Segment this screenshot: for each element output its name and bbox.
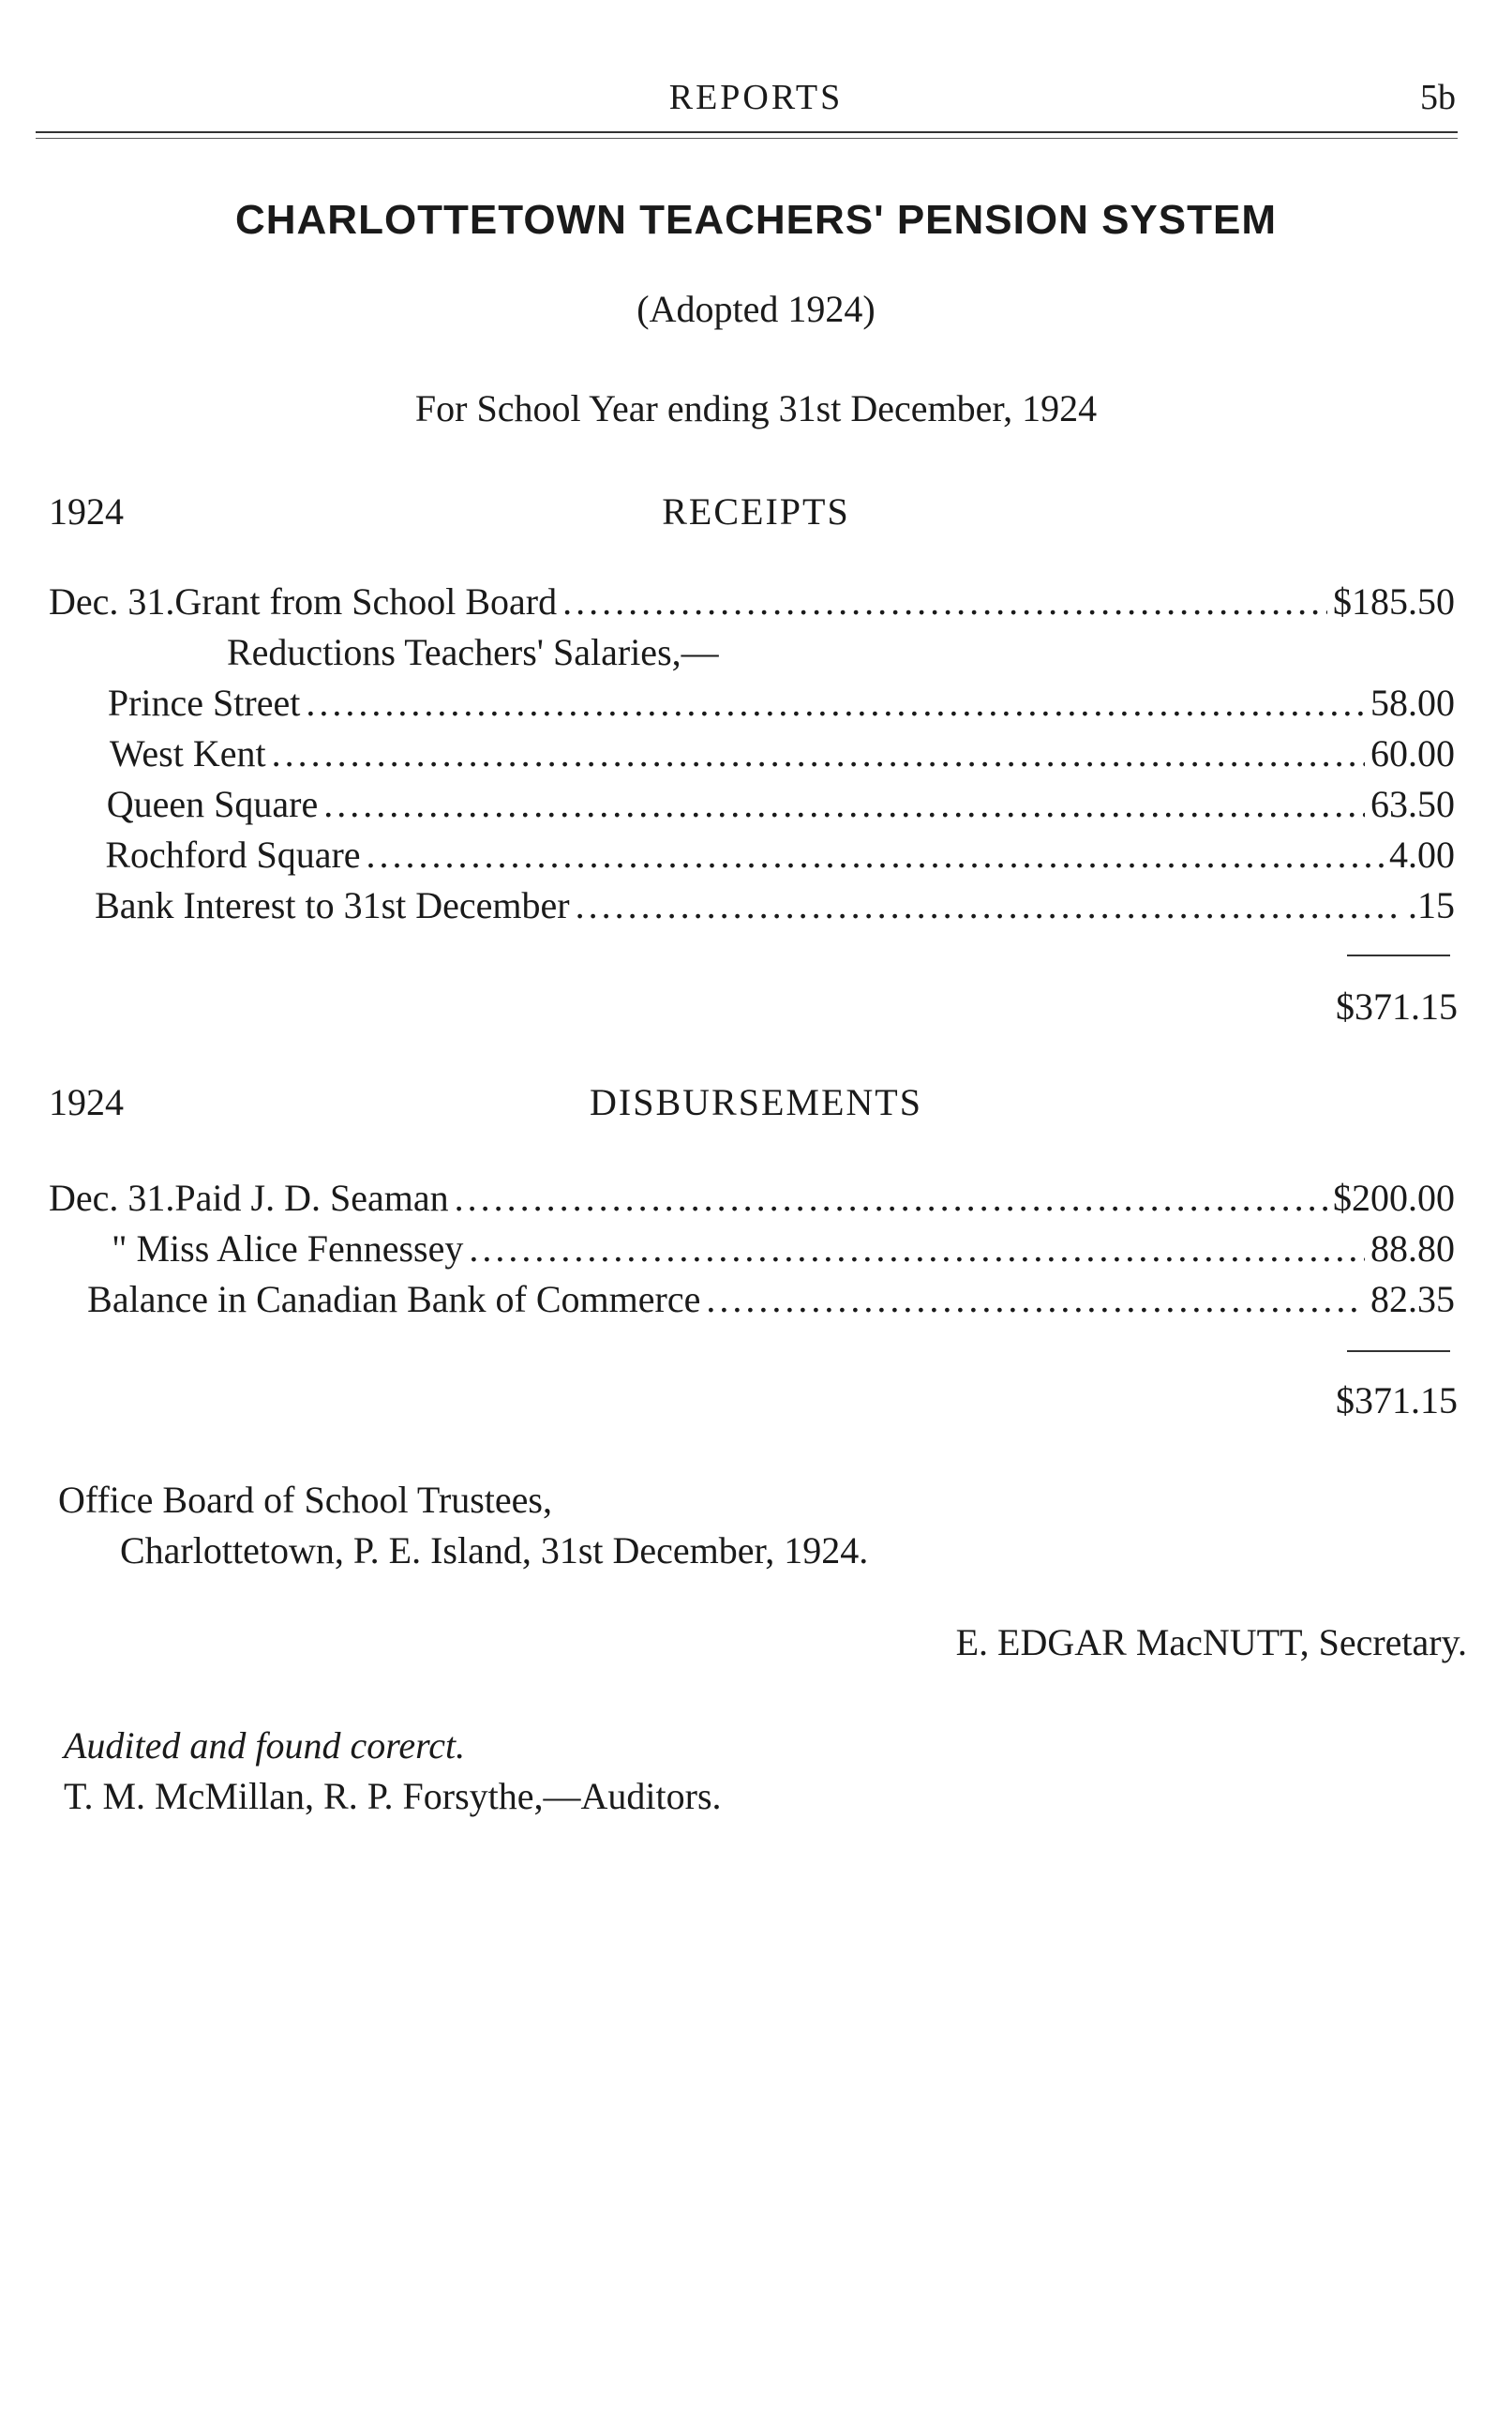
reporting-period: For School Year ending 31st December, 1924 (414, 387, 1098, 429)
ledger-row (49, 681, 1455, 726)
audit-note: Audited and found corerct. (64, 1724, 466, 1767)
ledger-row (49, 579, 1455, 624)
entry-amount: $200.00 (1333, 1177, 1455, 1219)
leader-dots (323, 782, 1365, 827)
page-number: 5b (1420, 78, 1456, 117)
entry-label: Reductions Teachers' Salaries,— (227, 631, 719, 673)
entry-date: Dec. 31. (49, 580, 175, 623)
disbursements-year: 1924 (49, 1081, 124, 1123)
leader-dots (469, 1226, 1365, 1271)
office-line-2: Charlottetown, P. E. Island, 31st December, 1924. (120, 1529, 869, 1571)
auditors-line: T. M. McMillan, R. P. Forsythe,—Auditors. (64, 1775, 722, 1817)
entry-label: Grant from School Board (174, 580, 558, 623)
running-head: REPORTS (668, 78, 844, 117)
ledger-row (49, 1176, 1455, 1221)
entry-amount: $185.50 (1333, 580, 1455, 623)
disbursements-heading: DISBURSEMENTS (590, 1081, 922, 1123)
entry-label: Bank Interest to 31st December (95, 884, 570, 926)
leader-dots (455, 1176, 1327, 1221)
entry-label: Balance in Canadian Bank of Commerce (87, 1278, 701, 1320)
entry-amount: 4.00 (1389, 834, 1455, 876)
receipts-total: $371.15 (1336, 985, 1458, 1028)
entry-label: Queen Square (106, 783, 319, 825)
office-line-1: Office Board of School Trustees, (58, 1479, 552, 1521)
leader-dots (562, 579, 1327, 624)
entry-amount: 58.00 (1370, 682, 1455, 724)
ledger-row (49, 883, 1455, 928)
leader-dots (576, 883, 1402, 928)
sum-rule (1347, 955, 1450, 956)
entry-amount: 88.80 (1370, 1227, 1455, 1270)
receipts-year: 1924 (49, 490, 124, 533)
ledger-row (49, 782, 1455, 827)
receipts-ledger (49, 579, 1455, 928)
entry-label: West Kent (109, 732, 266, 774)
entry-label: Paid J. D. Seaman (174, 1177, 449, 1219)
document-title: CHARLOTTETOWN TEACHERS' PENSION SYSTEM (234, 197, 1278, 243)
entry-amount: 82.35 (1370, 1278, 1455, 1320)
entry-label: Prince Street (107, 682, 301, 724)
ledger-row (49, 630, 1455, 675)
header-rule-thin (36, 138, 1458, 139)
ledger-row (49, 833, 1455, 878)
document-subtitle: (Adopted 1924) (636, 288, 876, 330)
receipts-heading: RECEIPTS (662, 490, 850, 533)
disbursements-ledger (49, 1176, 1455, 1322)
leader-dots (306, 681, 1365, 726)
entry-amount: 63.50 (1370, 783, 1455, 825)
sum-rule (1347, 1350, 1450, 1352)
leader-dots (706, 1277, 1365, 1322)
leader-dots (367, 833, 1384, 878)
secretary-signature: E. EDGAR MacNUTT, Secretary. (955, 1621, 1467, 1663)
entry-date: Dec. 31. (49, 1177, 175, 1219)
ledger-row (49, 1226, 1455, 1271)
ledger-row (49, 731, 1455, 776)
ledger-row (49, 1277, 1455, 1322)
entry-amount: 60.00 (1370, 732, 1455, 774)
disbursements-total: $371.15 (1336, 1379, 1458, 1421)
header-rule (36, 131, 1458, 133)
entry-amount: .15 (1408, 884, 1455, 926)
entry-label: Rochford Square (105, 834, 361, 876)
entry-label: " Miss Alice Fennessey (112, 1227, 464, 1270)
leader-dots (272, 731, 1365, 776)
